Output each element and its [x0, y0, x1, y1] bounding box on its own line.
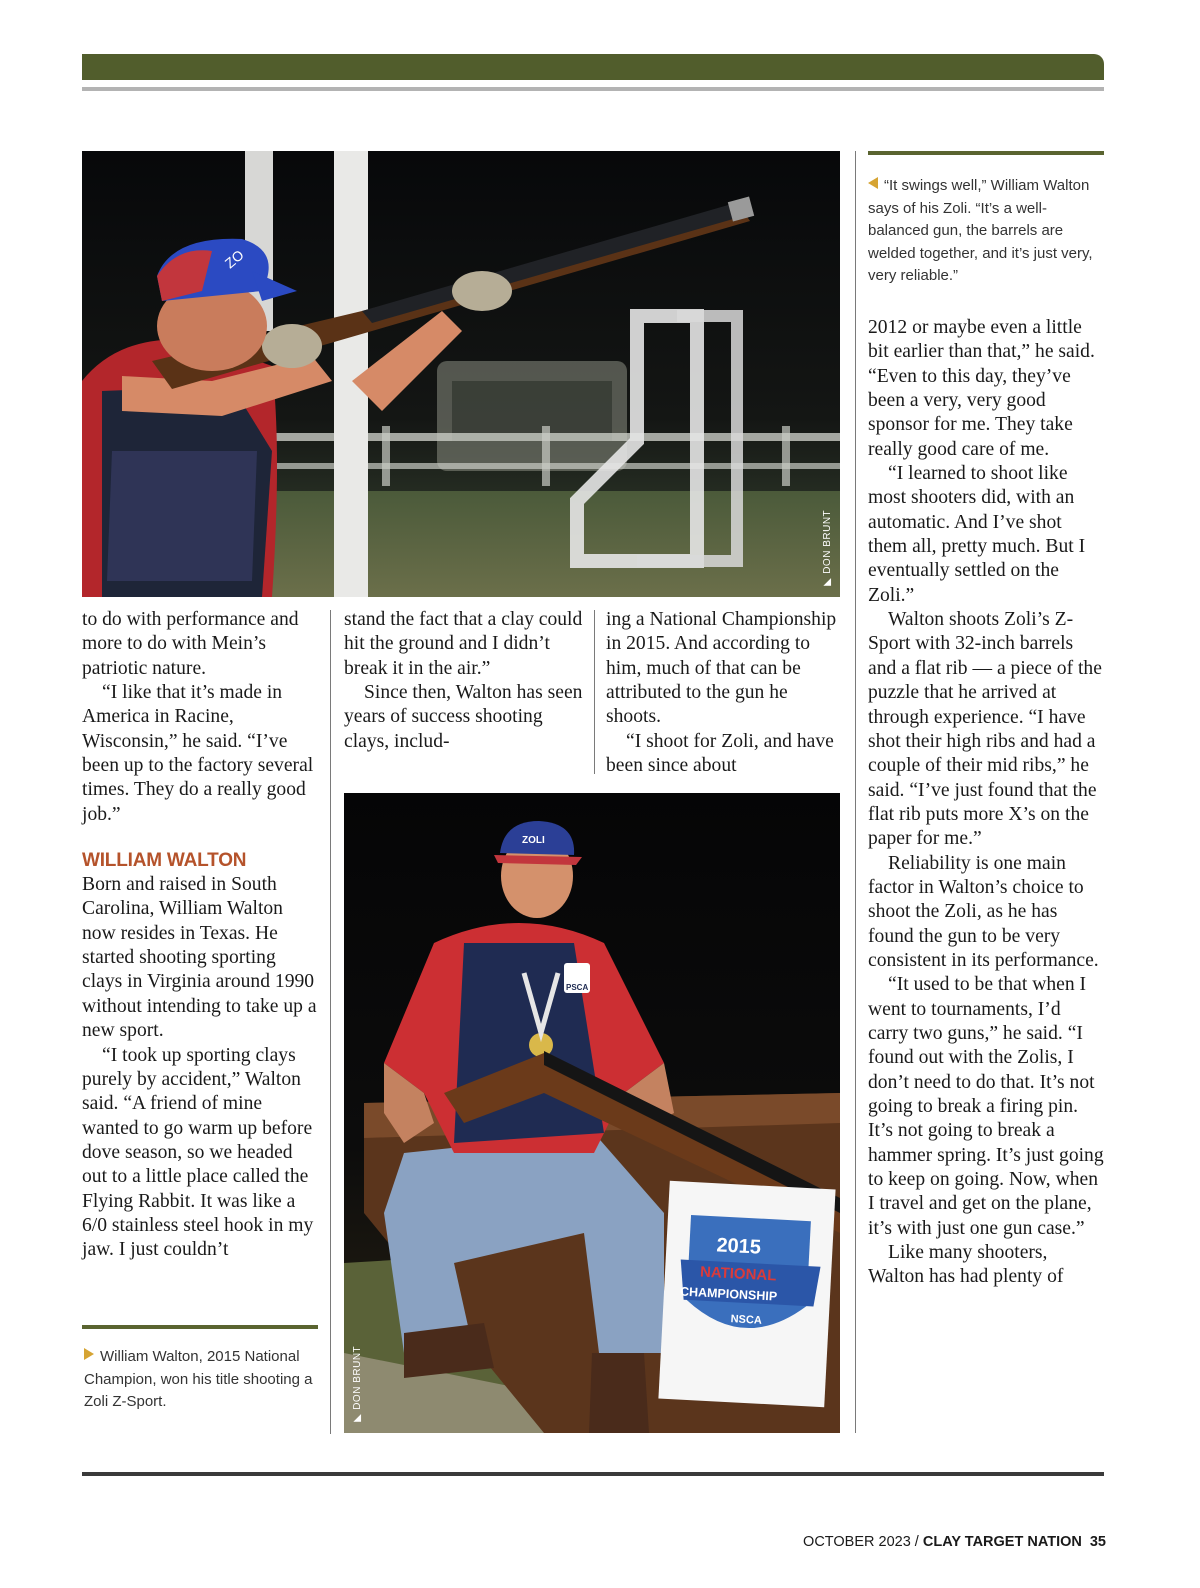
cap-text: ZOLI: [522, 835, 545, 846]
column-rule-2: [594, 610, 595, 774]
paragraph: ing a National Championship in 2015. And according to him, much of that can be attributed to the gun he shoots.: [606, 609, 837, 728]
article-column-2: [344, 608, 584, 754]
caption-rule-top: [868, 151, 1104, 155]
slash-mark-icon: ◢: [823, 576, 832, 588]
paragraph: Reliability is one main factor in Walton’s choice to shoot the Zoli, as he has found the gun to be very consistent in its performance.: [868, 852, 1099, 971]
column-rule-1: [330, 610, 331, 1434]
paragraph: “I learned to shoot like most shooters did, with an automatic. And I’ve shot them all, pretty much. But I eventually settled on the Zoli.”: [868, 463, 1086, 606]
caption-top: [868, 175, 1104, 288]
sign-national: NATIONAL: [699, 1263, 777, 1285]
photo-credit-top-text: DON BRUNT: [822, 509, 833, 574]
photo-shooter-aiming: [82, 151, 840, 597]
paragraph: “I took up sporting clays purely by accident,” Walton said. “A friend of mine wanted to go warm up before dove season, so we headed out to a little place called the Flying Rabbit. It was like a 6/0 stainless steel hook in my jaw. I just couldn’t: [82, 1044, 314, 1261]
sign-year: 2015: [715, 1234, 762, 1259]
paragraph: “I like that it’s made in America in Racine, Wisconsin,” he said. “I’ve been up to the factory several times. They do a really good job.”: [82, 682, 314, 825]
article-column-4: [868, 316, 1104, 1290]
article-column-1: [82, 608, 318, 1263]
vest-text: PSCA: [566, 983, 589, 992]
sign-nsca: NSCA: [730, 1313, 763, 1327]
column-rule-3: [855, 151, 856, 1433]
photo-seated-champion: [344, 793, 840, 1433]
photo-credit-bottom-text: DON BRUNT: [352, 1345, 363, 1410]
header-rule: [82, 87, 1104, 91]
folio-magazine: CLAY TARGET NATION: [922, 1534, 1082, 1550]
photo-credit-top: [822, 510, 833, 586]
folio-date: OCTOBER 2023: [803, 1534, 911, 1550]
caption-rule-bottom: [82, 1325, 318, 1329]
article-column-3: [606, 608, 842, 778]
header-bar: [82, 54, 1104, 80]
paragraph: Born and raised in South Carolina, William Walton now resides in Texas. He started shooting sporting clays in Virginia around 1990 without intending to take up a new sport.: [82, 874, 317, 1042]
slash-mark-icon: ◢: [353, 1412, 362, 1424]
page-folio: [803, 1534, 1106, 1550]
sign-championship: CHAMPIONSHIP: [679, 1284, 778, 1304]
paragraph: Walton shoots Zoli’s Z-Sport with 32-inch barrels and a flat rib — a piece of the puzzle that he arrived at through experience. “I have shot their high ribs and had a couple of their mid ribs,” he said. “I’ve just found that the flat rib puts more X’s on the paper for me.”: [868, 609, 1102, 850]
paragraph: stand the fact that a clay could hit the ground and I didn’t break it in the air.”: [344, 609, 583, 679]
section-subhead: WILLIAM WALTON: [82, 850, 247, 872]
svg-text:ZO: ZO: [221, 246, 247, 272]
paragraph: “I shoot for Zoli, and have been since about: [606, 730, 834, 777]
paragraph: “It used to be that when I went to tournaments, I’d carry two guns,” he said. “I found out with the Zolis, I don’t need to do that. It’s not going to break a firing pin. It’s not going to break a hammer spring. It’s just going to keep on going. Now, when I travel and get on the plane, it’s with just one gun case.”: [868, 974, 1104, 1239]
paragraph: 2012 or maybe even a little bit earlier than that,” he said. “Even to this day, they’ve been a very, very good sponsor for me. They take really good care of me.: [868, 317, 1095, 460]
paragraph: to do with performance and more to do with Mein’s patriotic nature.: [82, 609, 299, 679]
photo-credit-bottom: [352, 1346, 363, 1422]
caption-arrow-left-icon: [868, 177, 878, 189]
caption-top-text: “It swings well,” William Walton says of his Zoli. “It’s a well-balanced gun, the barrels are welded together, and it’s just very, very reliable.”: [868, 177, 1093, 284]
folio-separator: /: [910, 1534, 923, 1550]
paragraph: Like many shooters, Walton has had plenty of: [868, 1242, 1064, 1288]
footer-rule: [82, 1472, 1104, 1476]
paragraph: Since then, Walton has seen years of success shooting clays, includ-: [344, 682, 583, 752]
caption-bottom-text: William Walton, 2015 National Champion, won his title shooting a Zoli Z-Sport.: [84, 1348, 313, 1410]
caption-arrow-right-icon: [84, 1348, 94, 1360]
caption-bottom: [84, 1346, 314, 1414]
page-number: 35: [1089, 1534, 1106, 1550]
